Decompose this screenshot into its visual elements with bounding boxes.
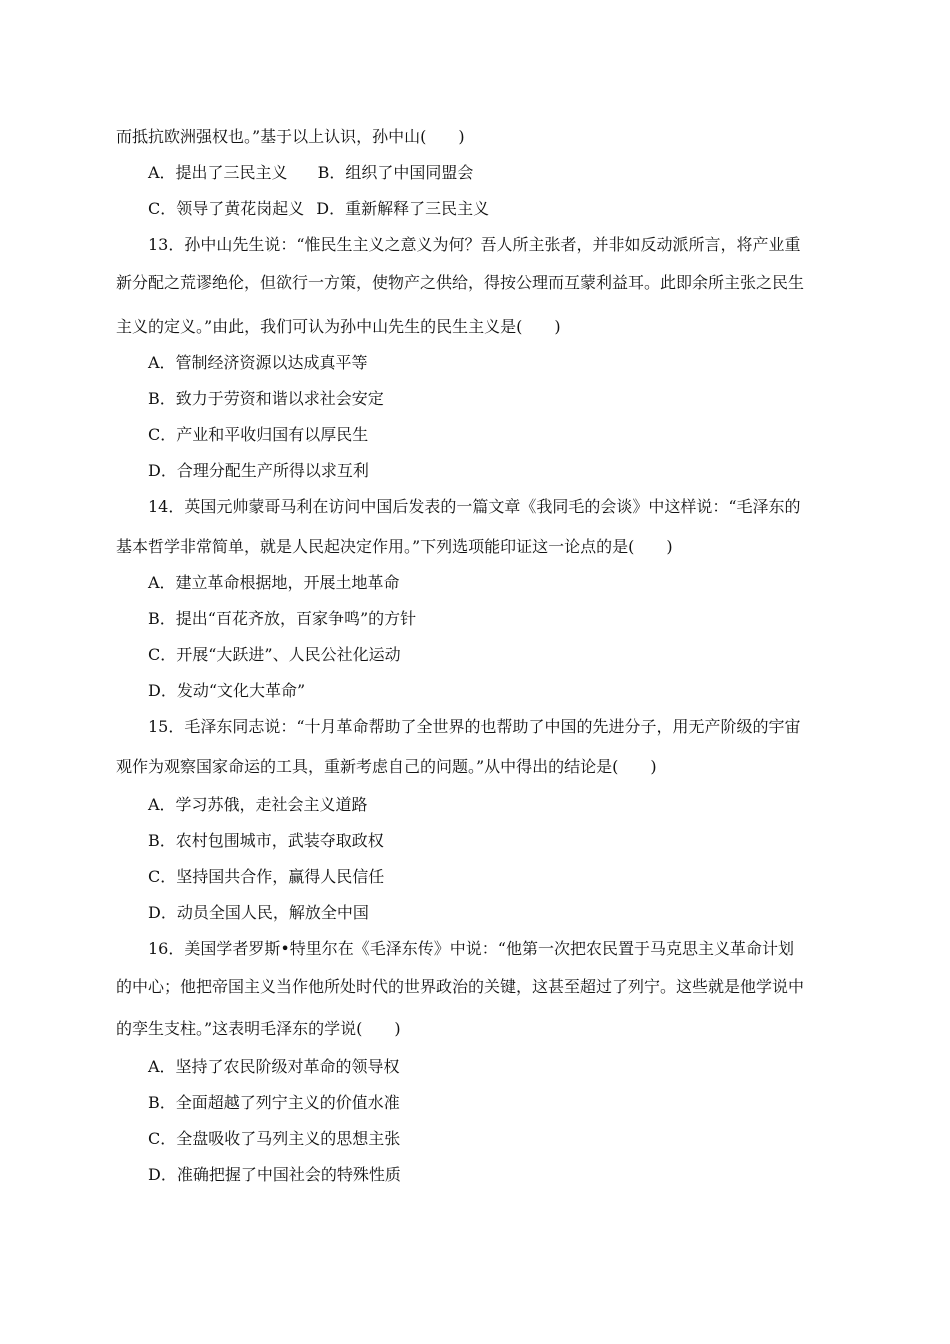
q14-line2: 基本哲学非常简单，就是人民起决定作用。”下列选项能印证这一论点的是( ) [116,537,673,556]
q15-option-a: A．学习苏俄，走社会主义道路 [148,795,368,814]
q13-option-d: D．合理分配生产所得以求互利 [148,461,369,480]
q16-option-a: A．坚持了农民阶级对革命的领导权 [148,1057,400,1076]
q16-option-c: C．全盘吸收了马列主义的思想主张 [148,1129,401,1148]
q15-line1: 15．毛泽东同志说：“十月革命帮助了全世界的也帮助了中国的先进分子，用无产阶级的宇宙 [148,717,801,736]
q16-line1: 16．美国学者罗斯•特里尔在《毛泽东传》中说：“他第一次把农民置于马克思主义革命计划 [148,939,794,958]
q12-option-a: A．提出了三民主义 [148,163,288,182]
q12-option-c: C．领导了黄花岗起义 [148,199,305,218]
q12-options-row1 [148,162,473,184]
q13-line3: 主义的定义。”由此，我们可认为孙中山先生的民生主义是( ) [116,317,561,336]
q13-option-a: A．管制经济资源以达成真平等 [148,353,368,372]
q14-option-a: A．建立革命根据地，开展土地革命 [148,573,400,592]
q14-line1: 14．英国元帅蒙哥马利在访问中国后发表的一篇文章《我同毛的会谈》中这样说：“毛泽东的 [148,497,801,516]
q14-option-c: C．开展“大跃进”、人民公社化运动 [148,645,401,664]
q13-option-b: B．致力于劳资和谐以求社会安定 [148,389,384,408]
q14-option-b: B．提出“百花齐放，百家争鸣”的方针 [148,609,417,628]
q15-option-c: C．坚持国共合作，赢得人民信任 [148,867,385,886]
q12-option-d: D．重新解释了三民主义 [316,199,490,218]
q15-line2: 观作为观察国家命运的工具，重新考虑自己的问题。”从中得出的结论是( ) [116,757,657,776]
q16-option-d: D．准确把握了中国社会的特殊性质 [148,1165,401,1184]
q12-text: 而抵抗欧洲强权也。”基于以上认识，孙中山( ) [116,127,465,146]
q16-line2: 的中心；他把帝国主义当作他所处时代的世界政治的关键，这甚至超过了列宁。这些就是他学说中 [116,977,805,996]
q16-option-b: B．全面超越了列宁主义的价值水准 [148,1093,400,1112]
q14-option-d: D．发动“文化大革命” [148,681,306,700]
q13-line2: 新分配之荒谬绝伦，但欲行一方策，使物产之供给，得按公理而互蒙利益耳。此即余所主张之民生 [116,273,805,292]
q12-option-b: B．组织了中国同盟会 [317,163,474,182]
q13-option-c: C．产业和平收归国有以厚民生 [148,425,369,444]
q15-option-d: D．动员全国人民，解放全中国 [148,903,369,922]
q16-line3: 的孪生支柱。”这表明毛泽东的学说( ) [116,1019,401,1038]
q13-line1: 13．孙中山先生说：“惟民生主义之意义为何？吾人所主张者，并非如反动派所言，将产业重 [148,235,801,254]
q15-option-b: B．农村包围城市，武装夺取政权 [148,831,384,850]
q12-options-row2 [148,198,489,220]
